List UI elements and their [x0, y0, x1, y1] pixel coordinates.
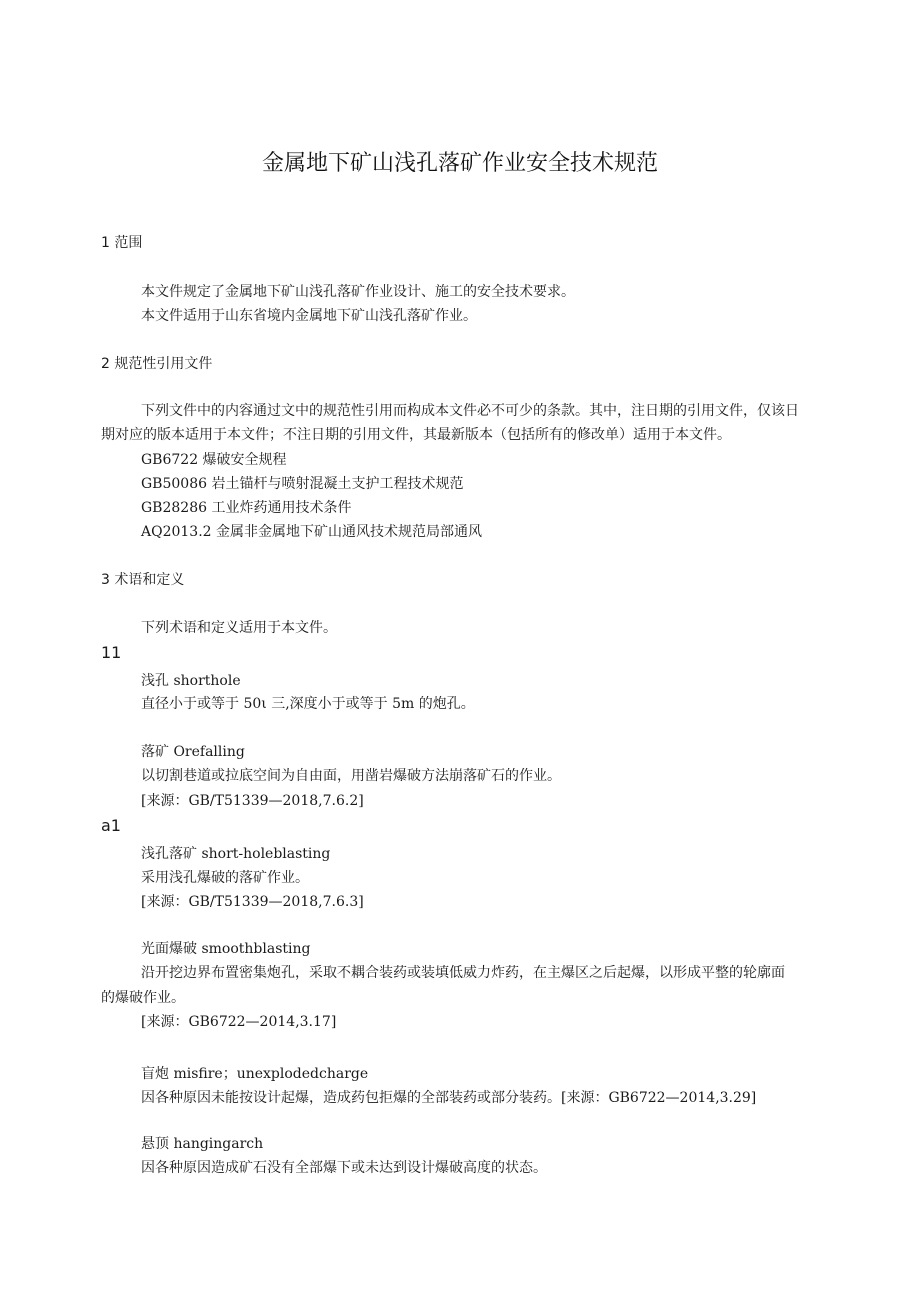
section-3-intro: 下列术语和定义适用于本文件。 — [141, 620, 337, 636]
term-heading: 浅孔落矿 short-holeblasting — [141, 846, 331, 862]
clause-number: a1 — [101, 816, 121, 835]
term-definition: 因各种原因造成矿石没有全部爆下或未达到设计爆破高度的状态。 — [141, 1160, 547, 1176]
term-heading: 悬顶 hangingarch — [141, 1136, 264, 1152]
term-heading: 盲炮 misfire；unexplodedcharge — [141, 1066, 369, 1082]
term-heading: 浅孔 shorthole — [141, 673, 241, 689]
term-definition: 因各种原因未能按设计起爆，造成药包拒爆的全部装药或部分装药。[来源：GB6722—2014,3.29] — [141, 1090, 757, 1106]
section-3-heading: 3 术语和定义 — [101, 572, 185, 588]
term-definition: 以切割巷道或拉底空间为自由面，用凿岩爆破方法崩落矿石的作业。 — [141, 768, 561, 784]
section-1-paragraph-1: 本文件规定了金属地下矿山浅孔落矿作业设计、施工的安全技术要求。 — [141, 284, 575, 300]
term-definition: 采用浅孔爆破的落矿作业。 — [141, 870, 309, 886]
clause-number: 11 — [101, 643, 122, 662]
term-source: [来源：GB/T51339—2018,7.6.2] — [141, 793, 364, 809]
term-definition-continued: 的爆破作业。 — [101, 990, 185, 1006]
term-heading: 落矿 Orefalling — [141, 744, 245, 760]
section-2-intro-line-2: 期对应的版本适用于本文件；不注日期的引用文件，其最新版本（包括所有的修改单）适用于本文件。 — [101, 427, 731, 443]
document-title: 金属地下矿山浅孔落矿作业安全技术规范 — [261, 151, 658, 176]
section-1-heading: 1 范围 — [101, 235, 143, 251]
term-definition: 直径小于或等于 50ι 三,深度小于或等于 5m 的炮孔。 — [141, 696, 475, 712]
section-2-heading: 2 规范性引用文件 — [101, 356, 213, 372]
term-source: [来源：GB6722—2014,3.17] — [141, 1014, 337, 1030]
section-2-intro-line-1: 下列文件中的内容通过文中的规范性引用而构成本文件必不可少的条款。其中，注日期的引用文件，仅该日 — [141, 403, 799, 419]
reference-item: GB6722 爆破安全规程 — [141, 452, 287, 468]
reference-item: AQ2013.2 金属非金属地下矿山通风技术规范局部通风 — [141, 524, 483, 540]
term-definition: 沿开挖边界布置密集炮孔，采取不耦合装药或装填低威力炸药，在主爆区之后起爆，以形成平整的轮廓面 — [141, 965, 785, 981]
section-1-paragraph-2: 本文件适用于山东省境内金属地下矿山浅孔落矿作业。 — [141, 308, 477, 324]
term-source: [来源：GB/T51339—2018,7.6.3] — [141, 894, 364, 910]
reference-item: GB28286 工业炸药通用技术条件 — [141, 500, 352, 516]
term-heading: 光面爆破 smoothblasting — [141, 941, 311, 957]
reference-item: GB50086 岩土锚杆与喷射混凝土支护工程技术规范 — [141, 476, 464, 492]
